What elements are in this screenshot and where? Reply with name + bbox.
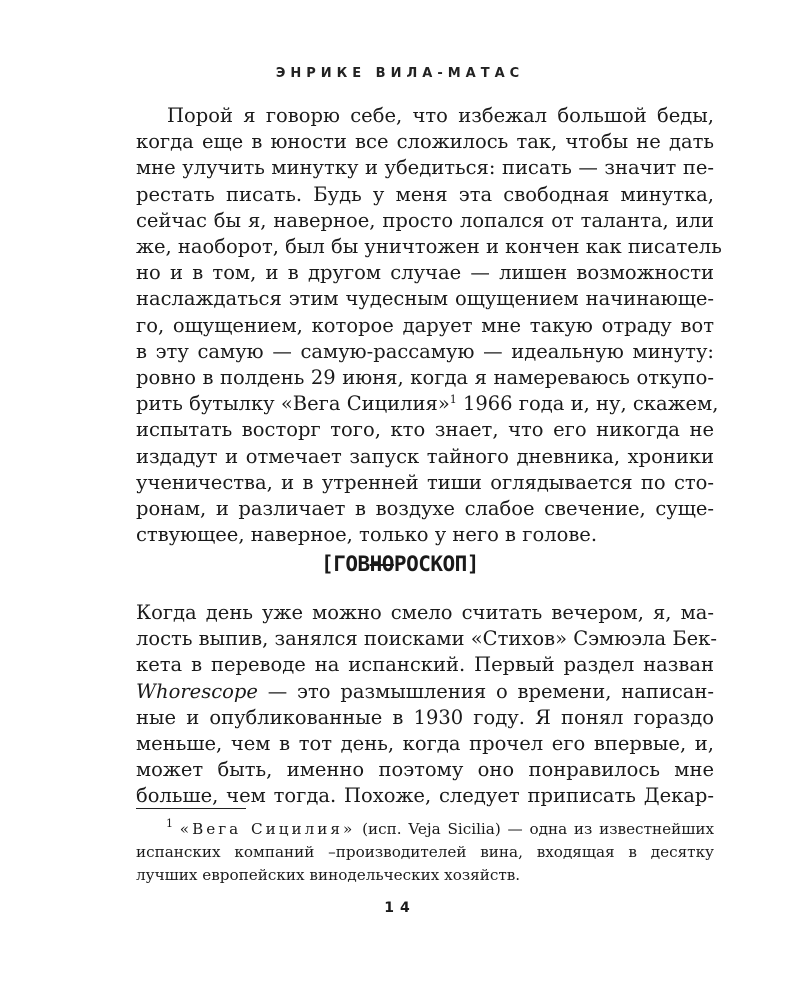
line-text: — это размышления о времени, написан- [257,679,714,703]
heading-struck-text: НО [369,552,394,576]
italic-title: Whorescope [136,679,258,703]
paragraph-line: ученичества, и в утренней тиши оглядывается по сто- [136,470,714,494]
paragraph-line: издадут и отмечает запуск тайного дневника, хроники [136,444,714,468]
paragraph-line: ронам, и различает в воздухе слабое свечение, суще- [136,497,714,521]
line-text: 1966 года и, ну, скажем, [456,392,719,416]
paragraph-line: кета в переводе на испанский. Первый раздел назван [136,653,714,677]
running-head: ЭНРИКЕ ВИЛА-МАТАС [275,66,525,81]
footnote-line: лучших европейских винодельческих хозяйств. [136,866,521,884]
footnote-divider [136,808,246,809]
paragraph-line: лость выпив, занялся поисками «Стихов» Сэмюэла Бек- [136,627,717,651]
paragraph-line: может быть, именно поэтому оно понравилось мне [136,758,714,782]
paragraph-line: меньше, чем в тот день, когда прочел его впервые, и, [136,732,714,756]
footnote-line [136,818,714,841]
footnote [136,818,714,887]
footnote-line: испанских компаний –производителей вина, входящая в десятку [136,843,714,861]
page-number: 14 [384,900,416,916]
heading-text: РОСКОП] [393,552,479,576]
line-text: рить бутылку «Вега Сицилия» [136,392,450,416]
paragraph-line: сейчас бы я, наверное, просто лопался от таланта, или [136,208,714,232]
footnote-term: «Вега Сицилия» [179,820,356,838]
footnote-text: (исп. Veja Sicilia) — одна из известнейших [355,820,715,838]
paragraph-line: Когда день уже можно смело считать вечером, я, ма- [136,601,714,624]
paragraph-line: наслаждаться этим чудесным ощущением начинающе- [136,287,714,311]
paragraph-line: в эту самую — самую-рассамую — идеальную минуту: [136,339,714,363]
paragraph-line: но и в том, и в другом случае — лишен возможности [136,261,714,285]
paragraph-1 [136,103,722,548]
paragraph-line: го, ощущением, которое дарует мне такую отраду вот [136,313,714,337]
paragraph-2 [136,600,717,810]
paragraph-line: Порой я говорю себе, что избежал большой беды, [167,104,714,127]
paragraph-line: испытать восторг того, кто знает, что его никогда не [136,418,714,442]
footnote-reference: 1 [449,393,457,407]
heading-text: [ГОВ [321,552,370,576]
paragraph-line-with-italic [136,679,714,705]
paragraph-line: рестать писать. Будь у меня эта свободная минутка, [136,182,714,206]
paragraph-line: ровно в полдень 29 июня, когда я намереваюсь откупо- [136,366,714,390]
paragraph-line: ствующее, наверное, только у него в голове. [136,523,598,547]
paragraph-line: же, наоборот, был бы уничтожен и кончен как писатель [136,235,722,259]
paragraph-line-with-footnote-ref [136,391,719,417]
paragraph-line: когда еще в юности все сложилось так, чтобы не дать [136,130,714,154]
section-heading [0,552,800,576]
paragraph-line: мне улучить минутку и убедиться: писать — значит пе- [136,156,714,180]
paragraph-line: ные и опубликованные в 1930 году. Я понял гораздо [136,705,714,729]
paragraph-line: больше, чем тогда. Похоже, следует приписать Декар- [136,784,714,808]
footnote-marker: 1 [166,817,173,830]
